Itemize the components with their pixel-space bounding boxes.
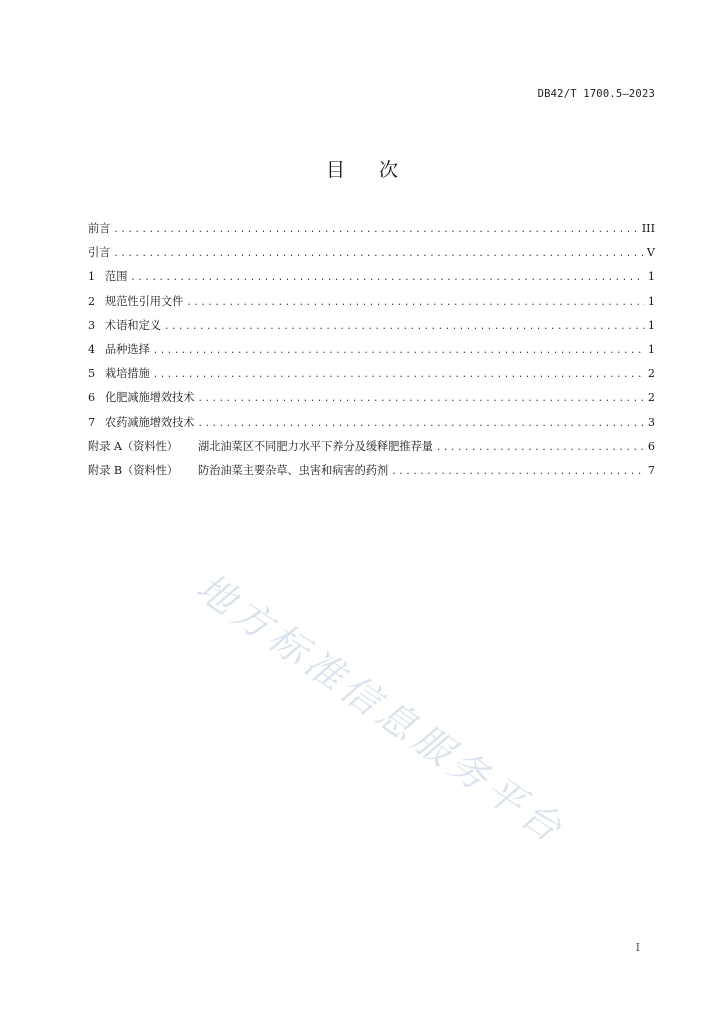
toc-leader xyxy=(113,225,638,235)
toc-entry-7[interactable] xyxy=(88,414,655,438)
toc-entry-number: 7 xyxy=(88,415,96,429)
toc-list xyxy=(88,220,655,486)
toc-entry-number: 6 xyxy=(88,391,96,405)
toc-leader xyxy=(198,419,645,429)
toc-leader xyxy=(436,443,645,453)
toc-entry-introduction[interactable] xyxy=(88,244,655,268)
toc-entry-label: 栽培措施 xyxy=(105,367,150,381)
toc-entry-label: 农药减施增效技术 xyxy=(105,415,195,429)
standard-code: DB42/T 1700.5—2023 xyxy=(537,88,655,100)
toc-entry-1[interactable] xyxy=(88,268,655,292)
toc-entry-label: 化肥减施增效技术 xyxy=(105,391,195,405)
toc-entry-label: 品种选择 xyxy=(105,342,150,356)
toc-entry-5[interactable] xyxy=(88,365,655,389)
toc-title-part1: 目 xyxy=(325,159,345,181)
toc-entry-page: 2 xyxy=(647,367,655,381)
toc-entry-number: 4 xyxy=(88,342,96,356)
toc-entry-page: 7 xyxy=(647,463,655,477)
watermark: 地方标准信息服务平台 xyxy=(188,564,574,854)
toc-entry-appendix-a[interactable] xyxy=(88,438,655,462)
toc-entry-number: 1 xyxy=(88,270,96,284)
page-number: I xyxy=(635,941,640,954)
toc-entry-page: 1 xyxy=(647,342,655,356)
toc-entry-appendix-b[interactable] xyxy=(88,462,655,486)
toc-leader xyxy=(153,346,645,356)
toc-entry-3[interactable] xyxy=(88,317,655,341)
toc-entry-page: 1 xyxy=(647,294,655,308)
toc-leader xyxy=(113,249,644,259)
toc-appendix-prefix: 附录 B（资料性） xyxy=(88,463,179,477)
toc-entry-2[interactable] xyxy=(88,293,655,317)
toc-entry-number: 3 xyxy=(88,318,96,332)
toc-leader xyxy=(198,394,645,404)
toc-entry-page: 1 xyxy=(647,318,655,332)
toc-leader xyxy=(153,370,645,380)
toc-entry-4[interactable] xyxy=(88,341,655,365)
toc-entry-label: 范围 xyxy=(105,270,128,284)
toc-leader xyxy=(164,322,645,332)
toc-entry-number: 5 xyxy=(88,367,96,381)
toc-entry-page: 1 xyxy=(647,270,655,284)
toc-title-part2: 次 xyxy=(379,159,399,181)
toc-entry-page: 3 xyxy=(647,415,655,429)
toc-entry-label: 湖北油菜区不同肥力水平下养分及缓释肥推荐量 xyxy=(198,439,433,453)
toc-entry-6[interactable] xyxy=(88,389,655,413)
toc-entry-label: 规范性引用文件 xyxy=(105,294,184,308)
toc-entry-label: 术语和定义 xyxy=(105,318,161,332)
toc-entry-page: 6 xyxy=(647,439,655,453)
toc-entry-number: 2 xyxy=(88,294,96,308)
toc-entry-page: III xyxy=(641,222,655,235)
toc-appendix-prefix: 附录 A（资料性） xyxy=(88,439,178,453)
toc-entry-label: 前言 xyxy=(88,222,111,235)
toc-entry-page: V xyxy=(646,246,655,260)
toc-entry-label: 引言 xyxy=(88,246,111,260)
toc-entry-label: 防治油菜主要杂草、虫害和病害的药剂 xyxy=(198,463,389,477)
toc-entry-foreword[interactable] xyxy=(88,220,655,244)
toc-leader xyxy=(391,467,645,477)
toc-title xyxy=(0,155,724,182)
toc-leader xyxy=(130,273,644,283)
toc-entry-page: 2 xyxy=(647,391,655,405)
toc-leader xyxy=(186,298,645,308)
